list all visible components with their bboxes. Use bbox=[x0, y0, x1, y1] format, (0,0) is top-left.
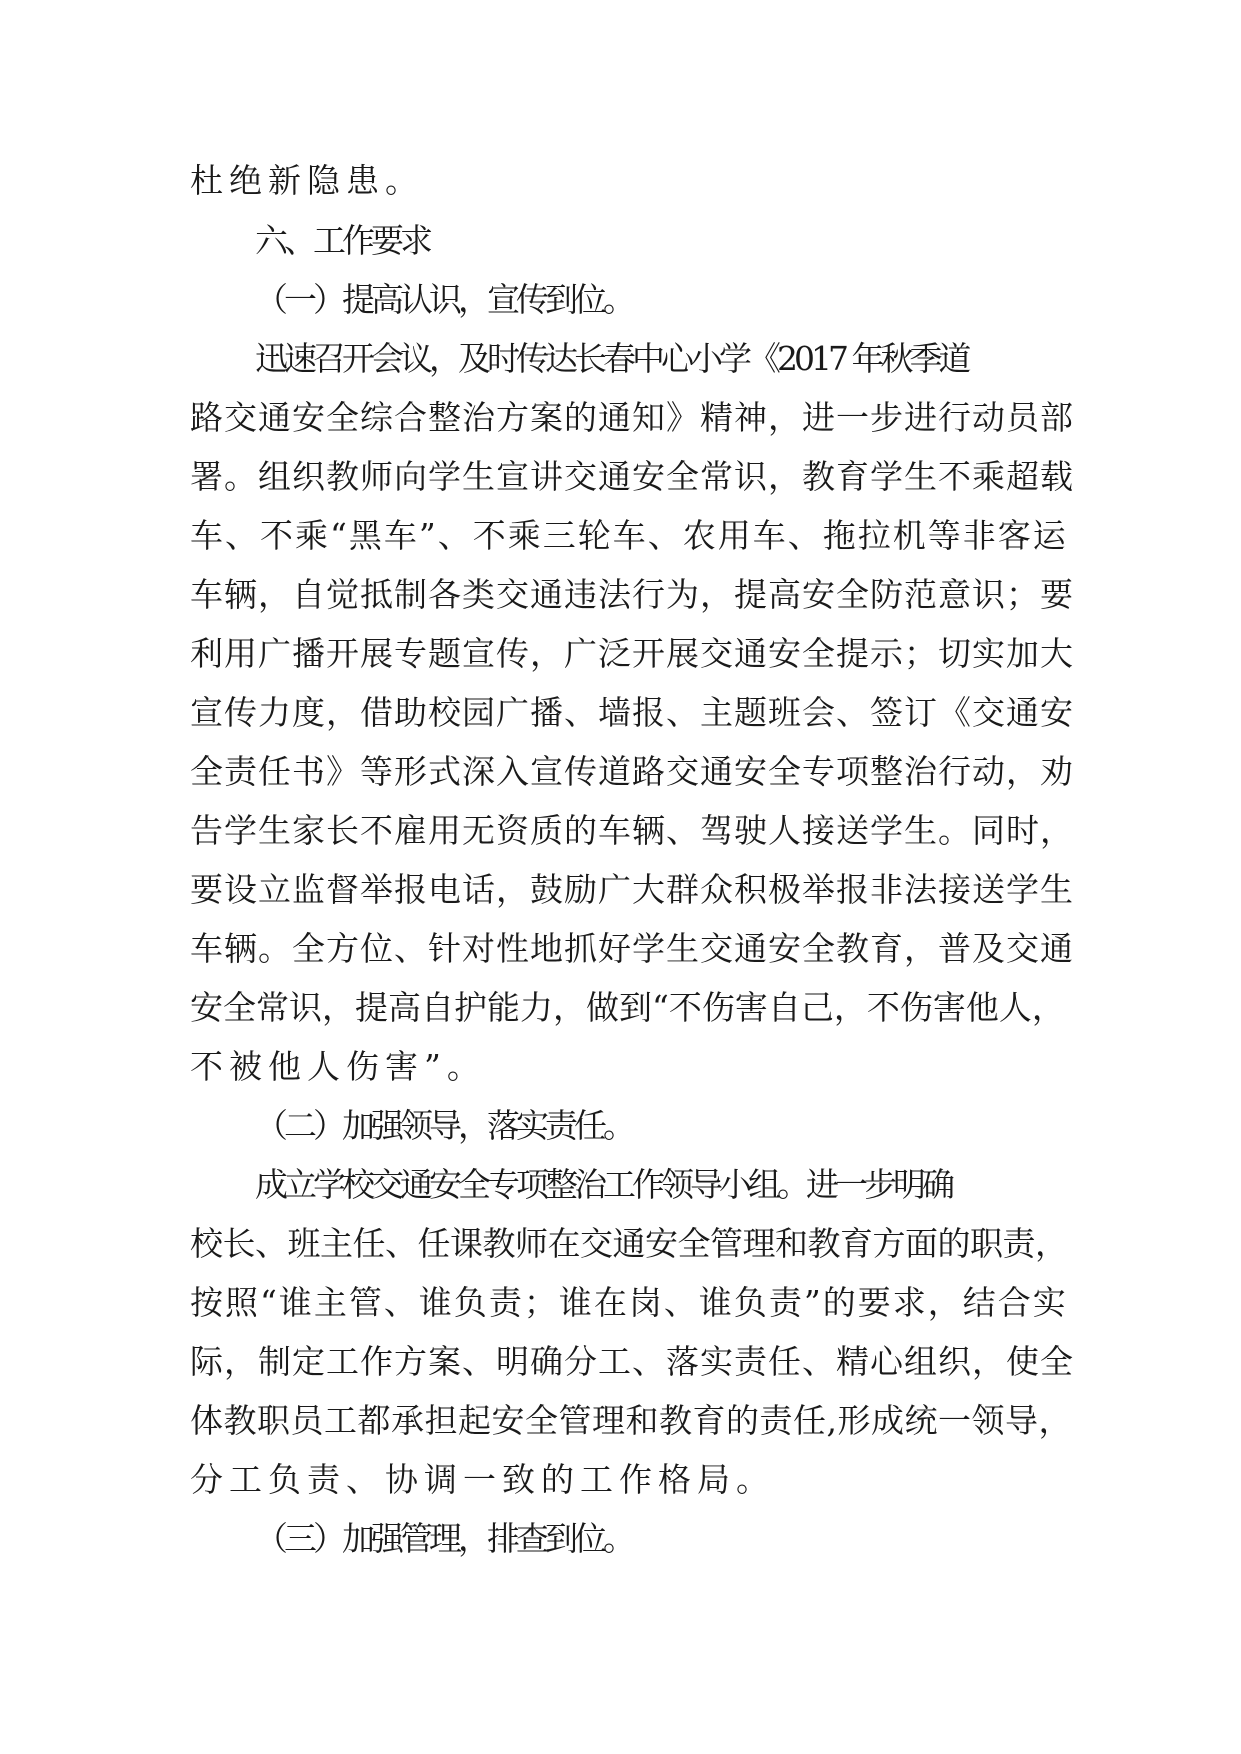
paragraph-line: 全责任书》等形式深入宣传道路交通安全专项整治行动，劝 bbox=[190, 752, 1074, 791]
paragraph-line: 车辆。全方位、针对性地抓好学生交通安全教育，普及交通 bbox=[190, 929, 1074, 968]
subsection-heading: （二）加强领导，落实责任。 bbox=[255, 1106, 632, 1145]
paragraph-line: 按照“谁主管、谁负责；谁在岗、谁负责”的要求，结合实 bbox=[190, 1283, 1068, 1322]
paragraph-line: 署。组织教师向学生宣讲交通安全常识，教育学生不乘超载 bbox=[190, 457, 1074, 496]
paragraph-line: 成立学校交通安全专项整治工作领导小组。进一步明确 bbox=[255, 1165, 951, 1204]
paragraph-line: 车辆，自觉抵制各类交通违法行为，提高安全防范意识；要 bbox=[190, 575, 1074, 614]
paragraph-line: 迅速召开会议，及时传达长春中心小学《2017 年秋季道 bbox=[255, 339, 968, 378]
paragraph-line: 安全常识，提高自护能力，做到“不伤害自己，不伤害他人， bbox=[190, 988, 1065, 1027]
paragraph-line: 分工负责、协调一致的工作格局。 bbox=[190, 1460, 775, 1499]
paragraph-line: 路交通安全综合整治方案的通知》精神，进一步进行动员部 bbox=[190, 398, 1074, 437]
text-line: 杜绝新隐患。 bbox=[190, 161, 424, 200]
subsection-heading: （一）提高认识，宣传到位。 bbox=[255, 280, 632, 319]
paragraph-line: 校长、班主任、任课教师在交通安全管理和教育方面的职责， bbox=[190, 1224, 1068, 1263]
subsection-heading: （三）加强管理，排查到位。 bbox=[255, 1519, 632, 1558]
paragraph-line: 宣传力度，借助校园广播、墙报、主题班会、签订《交通安 bbox=[190, 693, 1074, 732]
paragraph-line: 体教职员工都承担起安全管理和教育的责任,形成统一领导， bbox=[190, 1401, 1072, 1440]
paragraph-line: 告学生家长不雇用无资质的车辆、驾驶人接送学生。同时， bbox=[190, 811, 1074, 850]
paragraph-line: 车、不乘“黑车”、不乘三轮车、农用车、拖拉机等非客运 bbox=[190, 516, 1068, 555]
paragraph-line: 利用广播开展专题宣传，广泛开展交通安全提示；切实加大 bbox=[190, 634, 1074, 673]
paragraph-line: 际，制定工作方案、明确分工、落实责任、精心组织，使全 bbox=[190, 1342, 1074, 1381]
paragraph-line: 不被他人伤害”。 bbox=[190, 1047, 486, 1086]
paragraph-line: 要设立监督举报电话，鼓励广大群众积极举报非法接送学生 bbox=[190, 870, 1074, 909]
section-heading: 六、工作要求 bbox=[255, 221, 429, 260]
